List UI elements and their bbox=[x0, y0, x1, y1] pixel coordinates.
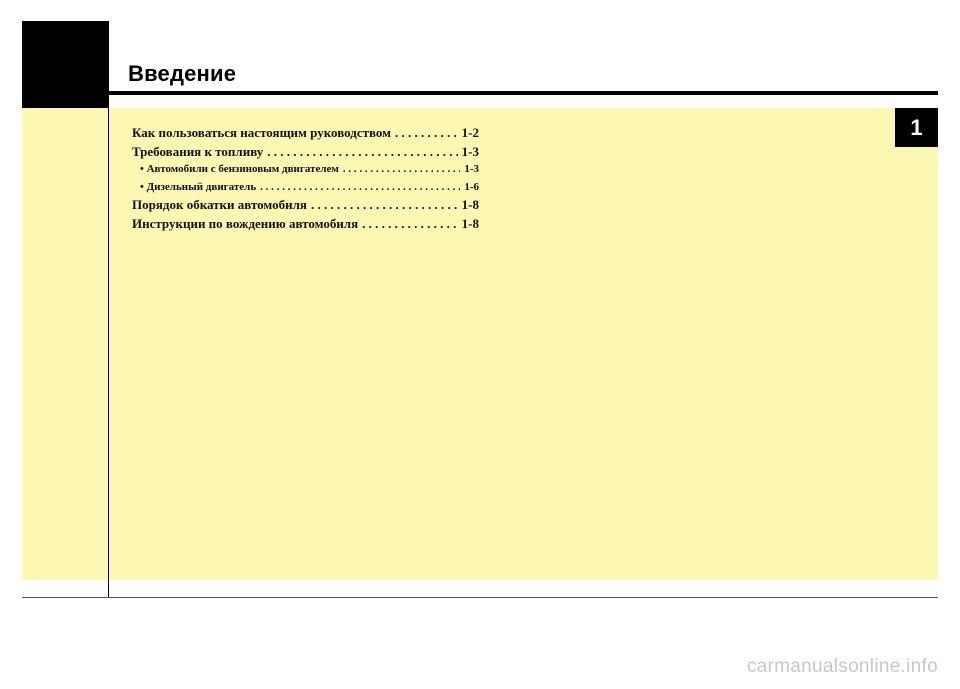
toc-leader-dots bbox=[395, 124, 458, 143]
title-underline bbox=[109, 91, 938, 95]
toc-item[interactable] bbox=[132, 215, 479, 234]
toc-subitem[interactable] bbox=[132, 161, 479, 179]
toc-leader-dots bbox=[343, 161, 460, 179]
toc-item-page: 1-6 bbox=[464, 180, 479, 193]
toc-item-label: Как пользоваться настоящим руководством bbox=[132, 125, 392, 140]
toc-item-label: • Автомобили с бензиновым двигателем bbox=[140, 163, 339, 175]
toc-item-page: 1-8 bbox=[461, 215, 479, 231]
bottom-divider bbox=[22, 597, 938, 598]
toc-leader-dots bbox=[362, 215, 458, 234]
toc-item[interactable] bbox=[132, 143, 479, 162]
page-title: Введение bbox=[128, 61, 237, 86]
toc-item-label: Требования к топливу bbox=[132, 143, 264, 159]
toc-item-label: • Дизельный двигатель bbox=[140, 180, 257, 193]
toc-item-page: 1-3 bbox=[464, 163, 479, 175]
chapter-tab[interactable]: 1 bbox=[895, 108, 938, 147]
table-of-contents bbox=[132, 124, 479, 233]
toc-leader-dots bbox=[267, 143, 457, 162]
toc-item-label: Порядок обкатки автомобиля bbox=[132, 197, 307, 212]
toc-item-label: Инструкции по вождению автомобиля bbox=[132, 215, 359, 231]
toc-item-page: 1-3 bbox=[461, 143, 479, 159]
toc-item[interactable] bbox=[132, 196, 479, 215]
toc-item[interactable] bbox=[132, 124, 479, 143]
toc-item-page: 1-8 bbox=[461, 197, 479, 212]
toc-leader-dots bbox=[260, 179, 460, 197]
corner-black-block bbox=[22, 21, 109, 108]
watermark-text: carmanualsonline.info bbox=[746, 656, 938, 677]
toc-item-page: 1-2 bbox=[461, 125, 479, 140]
toc-subitem[interactable] bbox=[132, 179, 479, 197]
left-margin-divider bbox=[108, 21, 109, 598]
toc-leader-dots bbox=[311, 196, 458, 215]
